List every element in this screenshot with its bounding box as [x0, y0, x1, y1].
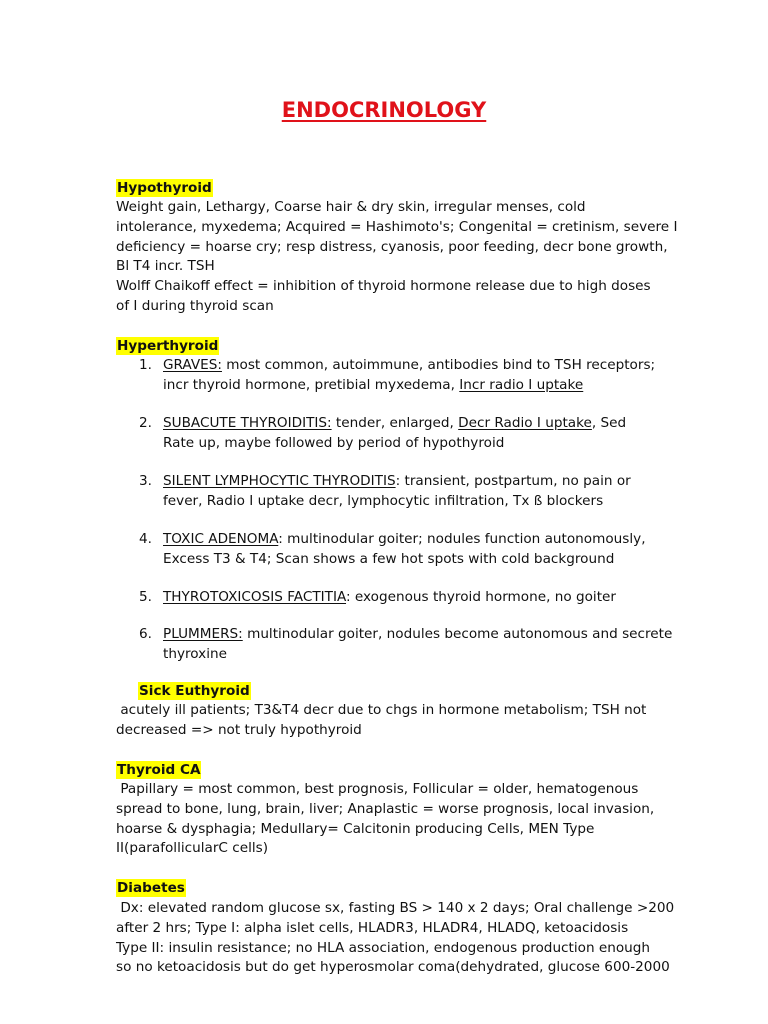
hypothyroid-line: of I during thyroid scan: [116, 297, 274, 314]
item-line: Excess T3 & T4; Scan shows a few hot spots with cold background: [163, 550, 615, 567]
thyroid-ca-line: II(parafollicularC cells): [116, 840, 269, 857]
item-line: , Sed: [591, 415, 627, 431]
item-line: : transient, postpartum, no pain or: [395, 473, 631, 489]
list-number: 5.: [139, 589, 152, 605]
list-item-text: [163, 529, 646, 569]
list-number: 3.: [139, 473, 152, 489]
list-item-text: [163, 355, 655, 395]
item-line: Rate up, maybe followed by period of hypothyroid: [163, 434, 505, 451]
list-number: 6.: [139, 626, 152, 642]
diabetes-heading: Diabetes: [117, 880, 185, 896]
document-title-text: ENDOCRINOLOGY: [281, 98, 487, 122]
sick-euthyroid-line: decreased => not truly hypothyroid: [116, 721, 362, 738]
thyroid-ca-heading: Thyroid CA: [117, 762, 201, 778]
item-line: fever, Radio I uptake decr, lymphocytic infiltration, Tx ß blockers: [163, 492, 604, 509]
hypothyroid-line: intolerance, myxedema; Acquired = Hashimoto's; Congenital = cretinism, severe I: [116, 218, 678, 235]
item-line: thyroxine: [163, 645, 227, 662]
sick-euthyroid-text: [116, 701, 646, 741]
item-line: multinodular goiter, nodules become autonomous and secrete: [242, 626, 673, 642]
sick-euthyroid-heading: Sick Euthyroid: [139, 683, 250, 699]
diabetes-line: so no ketoacidosis but do get hyperosmolar coma(dehydrated, glucose 600-2000: [116, 959, 670, 976]
item-name: GRAVES:: [163, 357, 222, 373]
list-item-text: [163, 587, 616, 607]
thyroid-ca-line: hoarse & dysphagia; Medullary= Calcitonin producing Cells, MEN Type: [116, 820, 595, 837]
list-item-text: [163, 624, 672, 664]
diabetes-line: Dx: elevated random glucose sx, fasting BS > 140 x 2 days; Oral challenge >200: [116, 900, 675, 916]
thyroid-ca-line: Papillary = most common, best prognosis, Follicular = older, hematogenous: [116, 781, 639, 797]
item-name: PLUMMERS:: [163, 626, 243, 642]
item-name: SILENT LYMPHOCYTIC THYRODITIS: [163, 473, 396, 489]
hypothyroid-line: deficiency = hoarse cry; resp distress, cyanosis, poor feeding, decr bone growth,: [116, 238, 668, 255]
item-name: SUBACUTE THYROIDITIS:: [163, 415, 332, 431]
thyroid-ca-line: spread to bone, lung, brain, liver; Anaplastic = worse prognosis, local invasion,: [116, 800, 655, 817]
item-underlined-text: Decr Radio I uptake: [458, 415, 592, 431]
hypothyroid-text: [116, 198, 677, 317]
item-underlined-text: Incr radio I uptake: [459, 376, 584, 393]
diabetes-text: [116, 899, 674, 978]
item-line: incr thyroid hormone, pretibial myxedema,: [163, 376, 460, 393]
list-number: 2.: [139, 415, 152, 431]
hypothyroid-line: Wolff Chaikoff effect = inhibition of thyroid hormone release due to high doses: [116, 278, 651, 295]
item-name: THYROTOXICOSIS FACTITIA: [163, 589, 347, 605]
diabetes-line: after 2 hrs; Type I: alpha islet cells, HLADR3, HLADR4, HLADQ, ketoacidosis: [116, 919, 629, 936]
document-title: [0, 96, 768, 124]
list-number: 4.: [139, 531, 152, 547]
item-line: most common, autoimmune, antibodies bind to TSH receptors;: [221, 357, 656, 373]
item-line: tender, enlarged,: [331, 415, 459, 431]
item-line: : exogenous thyroid hormone, no goiter: [346, 589, 616, 605]
diabetes-line: Type II: insulin resistance; no HLA association, endogenous production enough: [116, 939, 651, 956]
list-item-text: [163, 471, 631, 511]
hypothyroid-line: Bl T4 incr. TSH: [116, 258, 215, 275]
list-item-text: [163, 413, 626, 453]
list-number: 1.: [139, 357, 152, 373]
sick-euthyroid-line: acutely ill patients; T3&T4 decr due to chgs in hormone metabolism; TSH not: [116, 702, 647, 718]
item-line: : multinodular goiter; nodules function autonomously,: [278, 531, 646, 547]
thyroid-ca-text: [116, 780, 654, 859]
hyperthyroid-heading: Hyperthyroid: [117, 338, 219, 354]
hypothyroid-line: Weight gain, Lethargy, Coarse hair & dry skin, irregular menses, cold: [116, 199, 586, 215]
item-name: TOXIC ADENOMA: [163, 531, 279, 547]
hypothyroid-heading: Hypothyroid: [117, 180, 212, 196]
